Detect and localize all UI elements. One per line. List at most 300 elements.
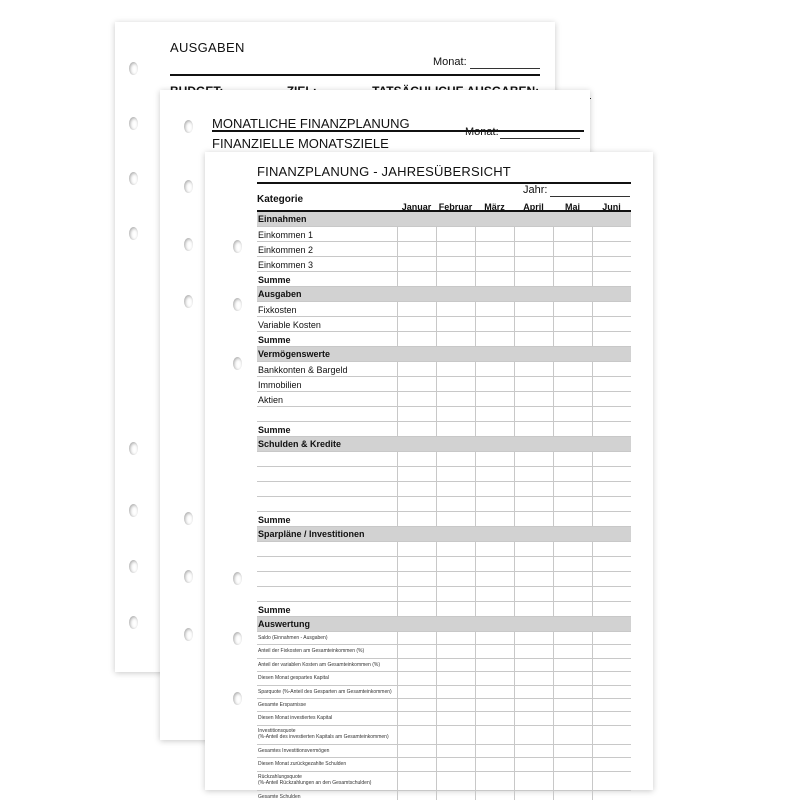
row-label: Diesen Monat gespartes Kapital: [258, 675, 329, 682]
value-cell[interactable]: [475, 242, 514, 256]
value-cell[interactable]: [514, 758, 553, 770]
table-header: [257, 190, 631, 212]
value-cell[interactable]: [475, 467, 514, 481]
value-cell[interactable]: [475, 257, 514, 271]
jahr-label: Jahr:: [523, 184, 548, 196]
value-cell[interactable]: [553, 791, 592, 800]
value-cell[interactable]: [475, 302, 514, 316]
value-cell[interactable]: [553, 572, 592, 586]
value-cell[interactable]: [514, 332, 553, 346]
row-label: Fixkosten: [258, 305, 297, 315]
value-cell[interactable]: [553, 758, 592, 770]
value-cell[interactable]: [553, 302, 592, 316]
value-cell[interactable]: [514, 482, 553, 496]
value-cell[interactable]: [553, 772, 592, 790]
value-cell[interactable]: [553, 377, 592, 391]
value-cell[interactable]: [397, 377, 436, 391]
punch-hole: [233, 692, 242, 705]
planner-sheet-jahresuebersicht: [205, 152, 653, 800]
value-cell[interactable]: [397, 497, 436, 511]
table-row: [257, 302, 631, 317]
row-label: Gesamtes Investitionsvermögen: [258, 747, 330, 754]
value-cell[interactable]: [436, 482, 475, 496]
value-cell[interactable]: [514, 645, 553, 657]
value-cell[interactable]: [592, 482, 631, 496]
value-cell[interactable]: [592, 467, 631, 481]
value-cell[interactable]: [475, 482, 514, 496]
value-cell[interactable]: [397, 512, 436, 526]
row-label: Sparpläne / Investitionen: [258, 529, 365, 539]
value-cell[interactable]: [397, 572, 436, 586]
value-cell[interactable]: [553, 467, 592, 481]
kategorie-header: Kategorie: [257, 194, 304, 205]
value-cell[interactable]: [397, 632, 436, 644]
value-cell[interactable]: [436, 407, 475, 421]
value-cell[interactable]: [475, 791, 514, 800]
value-cell[interactable]: [553, 672, 592, 684]
sum-row: [257, 332, 631, 347]
value-cell[interactable]: [592, 557, 631, 571]
divider: [212, 130, 584, 132]
value-cell[interactable]: [475, 645, 514, 657]
punch-hole: [233, 632, 242, 645]
value-cell[interactable]: [514, 497, 553, 511]
table-row: [257, 572, 631, 587]
value-cell[interactable]: [514, 422, 553, 436]
value-cell[interactable]: [592, 686, 631, 698]
value-cell[interactable]: [436, 672, 475, 684]
table-row: [257, 699, 631, 712]
value-cell[interactable]: [592, 726, 631, 744]
value-cell[interactable]: [397, 242, 436, 256]
row-label: Diesen Monat investiertes Kapital: [258, 715, 333, 722]
row-label: Einnahmen: [258, 214, 307, 224]
value-cell[interactable]: [592, 332, 631, 346]
value-cell[interactable]: [397, 772, 436, 790]
value-cell[interactable]: [436, 542, 475, 556]
section-header-row: [257, 527, 631, 542]
value-cell[interactable]: [553, 422, 592, 436]
value-cell[interactable]: [592, 242, 631, 256]
table-row: [257, 758, 631, 771]
value-cell[interactable]: [514, 712, 553, 724]
punch-hole: [129, 117, 138, 130]
value-cell[interactable]: [475, 712, 514, 724]
value-cell[interactable]: [592, 772, 631, 790]
value-cell[interactable]: [592, 602, 631, 616]
value-cell[interactable]: [436, 242, 475, 256]
value-cell[interactable]: [436, 772, 475, 790]
table-row: [257, 407, 631, 422]
value-cell[interactable]: [436, 791, 475, 800]
value-cell[interactable]: [592, 377, 631, 391]
row-label: Summe: [258, 335, 291, 345]
value-cell[interactable]: [436, 497, 475, 511]
divider: [170, 74, 540, 76]
value-cell[interactable]: [592, 672, 631, 684]
value-cell[interactable]: [475, 497, 514, 511]
value-cell[interactable]: [397, 791, 436, 800]
value-cell[interactable]: [553, 512, 592, 526]
value-cell[interactable]: [436, 758, 475, 770]
value-cell[interactable]: [514, 227, 553, 241]
monat-fill-line[interactable]: [500, 138, 580, 139]
value-cell[interactable]: [397, 686, 436, 698]
value-cell[interactable]: [475, 699, 514, 711]
table-row: [257, 467, 631, 482]
value-cell[interactable]: [397, 452, 436, 466]
punch-hole: [184, 570, 193, 583]
value-cell[interactable]: [514, 572, 553, 586]
value-cell[interactable]: [553, 257, 592, 271]
value-cell[interactable]: [397, 257, 436, 271]
value-cell[interactable]: [553, 362, 592, 376]
value-cell[interactable]: [436, 257, 475, 271]
table-row: [257, 726, 631, 745]
monat-fill-line[interactable]: [470, 68, 540, 69]
row-label: Gesamte Ersparnisse: [258, 701, 307, 708]
table-row: [257, 791, 631, 800]
value-cell[interactable]: [592, 302, 631, 316]
value-cell[interactable]: [475, 726, 514, 744]
value-cell[interactable]: [553, 542, 592, 556]
value-cell[interactable]: [592, 632, 631, 644]
value-cell[interactable]: [475, 542, 514, 556]
value-cell[interactable]: [475, 452, 514, 466]
month-header: Januar: [401, 202, 432, 212]
value-cell[interactable]: [592, 227, 631, 241]
value-cell[interactable]: [475, 317, 514, 331]
value-cell[interactable]: [592, 699, 631, 711]
value-cell[interactable]: [397, 587, 436, 601]
value-cell[interactable]: [514, 632, 553, 644]
punch-hole: [233, 357, 242, 370]
value-cell[interactable]: [475, 686, 514, 698]
value-cell[interactable]: [514, 791, 553, 800]
punch-hole: [184, 238, 193, 251]
sheet-title: MONATLICHE FINANZPLANUNG: [212, 116, 410, 131]
sheet-title: FINANZPLANUNG - JAHRESÜBERSICHT: [257, 164, 511, 179]
value-cell[interactable]: [397, 332, 436, 346]
punch-hole: [233, 240, 242, 253]
value-cell[interactable]: [436, 377, 475, 391]
value-cell[interactable]: [514, 257, 553, 271]
value-cell[interactable]: [514, 467, 553, 481]
punch-hole: [184, 120, 193, 133]
row-label: Auswertung: [258, 619, 311, 629]
value-cell[interactable]: [514, 557, 553, 571]
value-cell[interactable]: [436, 602, 475, 616]
value-cell[interactable]: [475, 512, 514, 526]
table-row: [257, 632, 631, 645]
month-header: April: [523, 202, 544, 212]
value-cell[interactable]: [592, 272, 631, 286]
value-cell[interactable]: [436, 392, 475, 406]
value-cell[interactable]: [397, 712, 436, 724]
value-cell[interactable]: [553, 645, 592, 657]
value-cell[interactable]: [553, 712, 592, 724]
value-cell[interactable]: [553, 317, 592, 331]
table-row: [257, 452, 631, 467]
row-label: Investitionsquote (%-Anteil des investierten Kapitals am Gesamteinkommen): [258, 727, 389, 740]
annual-overview-table: [257, 190, 631, 800]
value-cell[interactable]: [592, 645, 631, 657]
row-label: Summe: [258, 515, 291, 525]
table-row: [257, 772, 631, 791]
punch-hole: [129, 442, 138, 455]
row-label: Variable Kosten: [258, 320, 321, 330]
value-cell[interactable]: [553, 699, 592, 711]
value-cell[interactable]: [436, 745, 475, 757]
value-cell[interactable]: [436, 362, 475, 376]
value-cell[interactable]: [397, 272, 436, 286]
value-cell[interactable]: [514, 452, 553, 466]
value-cell[interactable]: [436, 272, 475, 286]
value-cell[interactable]: [514, 726, 553, 744]
value-cell[interactable]: [475, 362, 514, 376]
value-cell[interactable]: [553, 632, 592, 644]
row-label: Ausgaben: [258, 289, 302, 299]
value-cell[interactable]: [553, 272, 592, 286]
value-cell[interactable]: [475, 272, 514, 286]
value-cell[interactable]: [592, 659, 631, 671]
value-cell[interactable]: [592, 257, 631, 271]
value-cell[interactable]: [436, 686, 475, 698]
row-label: Rückzahlungsquote (%-Anteil Rückzahlungen an den Gesamtschulden): [258, 773, 372, 786]
value-cell[interactable]: [592, 542, 631, 556]
value-cell[interactable]: [514, 587, 553, 601]
value-cell[interactable]: [553, 587, 592, 601]
punch-hole: [129, 560, 138, 573]
value-cell[interactable]: [436, 332, 475, 346]
value-cell[interactable]: [592, 745, 631, 757]
row-label: Anteil der variablen Kosten am Gesamteinkommen (%): [258, 661, 380, 668]
table-row: [257, 557, 631, 572]
value-cell[interactable]: [592, 392, 631, 406]
value-cell[interactable]: [514, 699, 553, 711]
table-row: [257, 257, 631, 272]
value-cell[interactable]: [553, 407, 592, 421]
value-cell[interactable]: [436, 422, 475, 436]
value-cell[interactable]: [514, 602, 553, 616]
value-cell[interactable]: [514, 377, 553, 391]
value-cell[interactable]: [514, 302, 553, 316]
section-header-row: [257, 617, 631, 632]
row-label: Summe: [258, 425, 291, 435]
value-cell[interactable]: [514, 272, 553, 286]
table-row: [257, 659, 631, 672]
value-cell[interactable]: [475, 745, 514, 757]
value-cell[interactable]: [397, 557, 436, 571]
value-cell[interactable]: [397, 392, 436, 406]
sum-row: [257, 602, 631, 617]
row-label: Anteil der Fixkosten am Gesamteinkommen (%): [258, 648, 365, 655]
punch-hole: [233, 572, 242, 585]
month-header: Februar: [438, 202, 473, 212]
section-header-row: [257, 212, 631, 227]
table-row: [257, 317, 631, 332]
value-cell[interactable]: [475, 672, 514, 684]
value-cell[interactable]: [397, 672, 436, 684]
value-cell[interactable]: [553, 557, 592, 571]
value-cell[interactable]: [592, 758, 631, 770]
table-row: [257, 362, 631, 377]
value-cell[interactable]: [397, 602, 436, 616]
value-cell[interactable]: [397, 422, 436, 436]
table-row: [257, 672, 631, 685]
value-cell[interactable]: [436, 302, 475, 316]
value-cell[interactable]: [553, 227, 592, 241]
value-cell[interactable]: [397, 227, 436, 241]
value-cell[interactable]: [514, 672, 553, 684]
value-cell[interactable]: [475, 772, 514, 790]
value-cell[interactable]: [397, 542, 436, 556]
value-cell[interactable]: [475, 557, 514, 571]
value-cell[interactable]: [553, 242, 592, 256]
value-cell[interactable]: [514, 242, 553, 256]
punch-hole: [129, 227, 138, 240]
value-cell[interactable]: [397, 726, 436, 744]
value-cell[interactable]: [475, 659, 514, 671]
value-cell[interactable]: [397, 758, 436, 770]
value-cell[interactable]: [553, 602, 592, 616]
value-cell[interactable]: [553, 482, 592, 496]
row-label: Bankkonten & Bargeld: [258, 365, 348, 375]
value-cell[interactable]: [397, 645, 436, 657]
value-cell[interactable]: [475, 758, 514, 770]
row-label: Gesamte Schulden: [258, 793, 301, 800]
value-cell[interactable]: [436, 572, 475, 586]
value-cell[interactable]: [397, 482, 436, 496]
value-cell[interactable]: [514, 659, 553, 671]
value-cell[interactable]: [553, 686, 592, 698]
value-cell[interactable]: [436, 512, 475, 526]
value-cell[interactable]: [397, 317, 436, 331]
value-cell[interactable]: [475, 572, 514, 586]
table-body: [257, 212, 631, 800]
table-row: [257, 497, 631, 512]
value-cell[interactable]: [436, 645, 475, 657]
punch-hole: [184, 295, 193, 308]
value-cell[interactable]: [592, 712, 631, 724]
value-cell[interactable]: [514, 542, 553, 556]
section-header-row: [257, 287, 631, 302]
value-cell[interactable]: [475, 392, 514, 406]
value-cell[interactable]: [436, 712, 475, 724]
value-cell[interactable]: [553, 332, 592, 346]
value-cell[interactable]: [592, 362, 631, 376]
value-cell[interactable]: [397, 745, 436, 757]
value-cell[interactable]: [592, 587, 631, 601]
month-header: Mai: [564, 202, 580, 212]
monat-label: Monat:: [465, 126, 499, 138]
value-cell[interactable]: [514, 772, 553, 790]
value-cell[interactable]: [475, 587, 514, 601]
row-label: Einkommen 1: [258, 230, 314, 240]
value-cell[interactable]: [397, 467, 436, 481]
table-row: [257, 227, 631, 242]
row-label: Aktien: [258, 395, 284, 405]
section-header-row: [257, 437, 631, 452]
value-cell[interactable]: [553, 452, 592, 466]
value-cell[interactable]: [397, 407, 436, 421]
value-cell[interactable]: [514, 745, 553, 757]
value-cell[interactable]: [592, 512, 631, 526]
table-row: [257, 377, 631, 392]
value-cell[interactable]: [436, 587, 475, 601]
value-cell[interactable]: [514, 407, 553, 421]
value-cell[interactable]: [436, 452, 475, 466]
row-label: Einkommen 3: [258, 260, 314, 270]
value-cell[interactable]: [436, 659, 475, 671]
value-cell[interactable]: [553, 726, 592, 744]
punch-hole: [129, 172, 138, 185]
value-cell[interactable]: [397, 302, 436, 316]
value-cell[interactable]: [553, 659, 592, 671]
punch-hole: [129, 504, 138, 517]
value-cell[interactable]: [475, 227, 514, 241]
value-cell[interactable]: [397, 699, 436, 711]
value-cell[interactable]: [553, 745, 592, 757]
table-row: [257, 587, 631, 602]
value-cell[interactable]: [436, 467, 475, 481]
value-cell[interactable]: [475, 422, 514, 436]
divider: [257, 182, 631, 184]
value-cell[interactable]: [436, 227, 475, 241]
sheet-title: AUSGABEN: [170, 40, 245, 55]
value-cell[interactable]: [592, 497, 631, 511]
table-row: [257, 712, 631, 725]
value-cell[interactable]: [592, 317, 631, 331]
value-cell[interactable]: [514, 512, 553, 526]
value-cell[interactable]: [514, 392, 553, 406]
table-row: [257, 242, 631, 257]
table-row: [257, 542, 631, 557]
row-label: Immobilien: [258, 380, 302, 390]
value-cell[interactable]: [475, 602, 514, 616]
value-cell[interactable]: [436, 699, 475, 711]
value-cell[interactable]: [514, 362, 553, 376]
value-cell[interactable]: [514, 317, 553, 331]
punch-hole: [129, 616, 138, 629]
value-cell[interactable]: [475, 632, 514, 644]
punch-hole: [129, 62, 138, 75]
value-cell[interactable]: [553, 497, 592, 511]
section-header-row: [257, 347, 631, 362]
value-cell[interactable]: [592, 452, 631, 466]
month-header: März: [484, 202, 505, 212]
value-cell[interactable]: [592, 572, 631, 586]
value-cell[interactable]: [592, 422, 631, 436]
value-cell[interactable]: [592, 407, 631, 421]
value-cell[interactable]: [475, 377, 514, 391]
value-cell[interactable]: [397, 362, 436, 376]
value-cell[interactable]: [592, 791, 631, 800]
value-cell[interactable]: [553, 392, 592, 406]
value-cell[interactable]: [475, 407, 514, 421]
value-cell[interactable]: [436, 317, 475, 331]
value-cell[interactable]: [397, 659, 436, 671]
value-cell[interactable]: [436, 726, 475, 744]
table-row: [257, 686, 631, 699]
value-cell[interactable]: [514, 686, 553, 698]
row-label: Einkommen 2: [258, 245, 314, 255]
value-cell[interactable]: [436, 557, 475, 571]
row-label: Schulden & Kredite: [258, 439, 342, 449]
value-cell[interactable]: [475, 332, 514, 346]
punch-hole: [184, 180, 193, 193]
value-cell[interactable]: [436, 632, 475, 644]
